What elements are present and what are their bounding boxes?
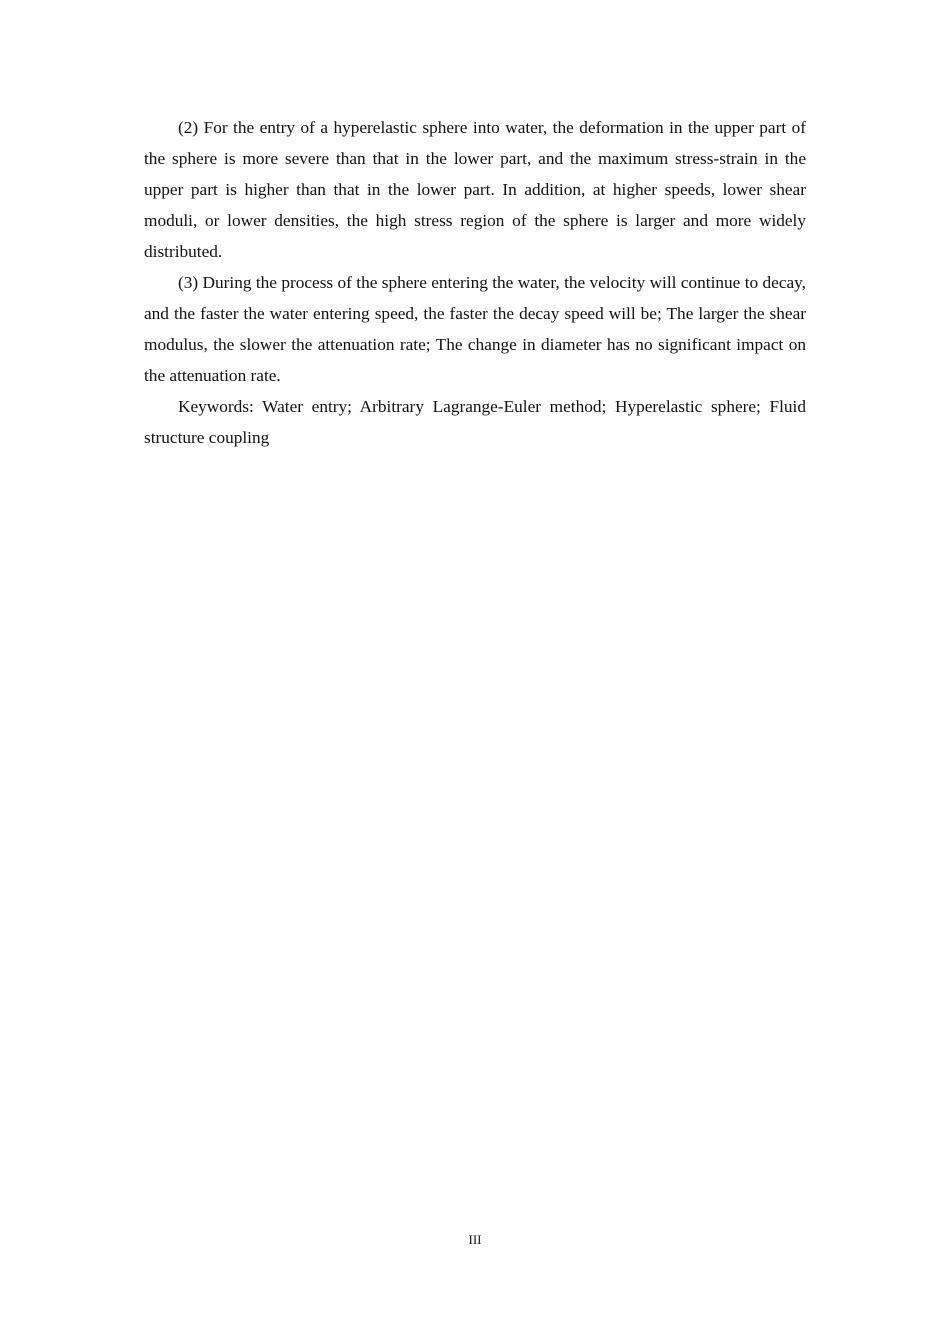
keywords-paragraph: Keywords: Water entry; Arbitrary Lagrange-Euler method; Hyperelastic sphere; Fluid structure coupling (144, 397, 806, 447)
paragraph-conclusion-3: (3) During the process of the sphere entering the water, the velocity will continue to decay, and the faster the water entering speed, the faster the decay speed will be; The larger the shear modulus, the slower the attenuation rate; The change in diameter has no significant impact on the attenuation rate. (144, 273, 806, 385)
page-number: III (468, 1232, 482, 1247)
paragraph-conclusion-2: (2) For the entry of a hyperelastic sphere into water, the deformation in the upper part of the sphere is more severe than that in the lower part, and the maximum stress-strain in the upper part is higher than that in the lower part. In addition, at higher speeds, lower shear moduli, or lower densities, the high stress region of the sphere is larger and more widely distributed. (144, 118, 806, 261)
abstract-body (144, 112, 806, 453)
